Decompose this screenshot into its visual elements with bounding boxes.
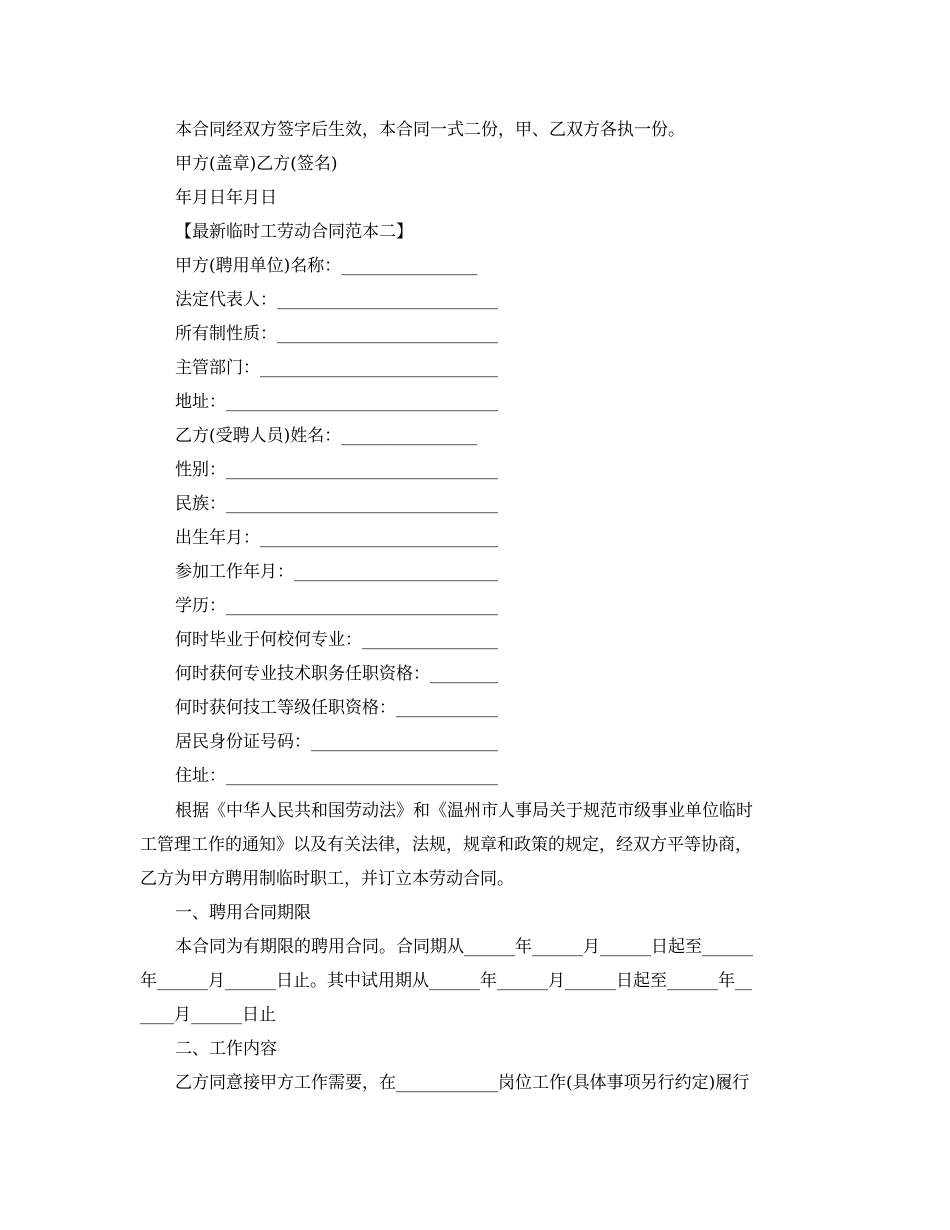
term-line-1: 本合同为有期限的聘用合同。合同期从______年______月______日起至______: [175, 937, 753, 957]
field-employee-address: 住址：________________________________: [175, 766, 498, 786]
signature-dates: 年月日年月日: [175, 188, 277, 208]
work-content-line-1: 乙方同意接甲方工作需要，在____________岗位工作(具体事项另行约定)履行: [175, 1073, 750, 1093]
field-education: 学历：________________________________: [175, 596, 498, 616]
effective-clause: 本合同经双方签字后生效，本合同一式二份，甲、乙双方各执一份。: [175, 120, 685, 140]
heading-term: 一、聘用合同期限: [175, 903, 311, 923]
field-birth-date: 出生年月：____________________________: [175, 528, 498, 548]
field-professional-title: 何时获何专业技术职务任职资格：________: [175, 664, 498, 684]
signature-parties: 甲方(盖章)乙方(签名): [175, 154, 338, 174]
field-ownership: 所有制性质：__________________________: [175, 324, 498, 344]
term-line-2: 年______月______日止。其中试用期从______年______月______日起至______年__: [140, 971, 752, 991]
preamble-line-3: 乙方为甲方聘用制临时职工，并订立本劳动合同。: [140, 869, 514, 889]
field-employer-name: 甲方(聘用单位)名称：________________: [175, 256, 478, 276]
field-graduation: 何时毕业于何校何专业：________________: [175, 630, 498, 650]
section-title: 【最新临时工劳动合同范本二】: [175, 222, 413, 242]
field-supervisor-dept: 主管部门：____________________________: [175, 358, 498, 378]
field-employer-address: 地址：________________________________: [175, 392, 498, 412]
field-legal-rep: 法定代表人：__________________________: [175, 290, 498, 310]
heading-work-content: 二、工作内容: [175, 1039, 277, 1059]
preamble-line-2: 工管理工作的通知》以及有关法律，法规，规章和政策的规定，经双方平等协商，: [140, 835, 752, 855]
term-line-3: ____月______日止: [140, 1005, 276, 1025]
field-ethnicity: 民族：________________________________: [175, 494, 498, 514]
field-gender: 性别：________________________________: [175, 460, 498, 480]
field-id-number: 居民身份证号码：______________________: [175, 732, 498, 752]
field-employee-name: 乙方(受聘人员)姓名：________________: [175, 426, 478, 446]
preamble-line-1: 根据《中华人民共和国劳动法》和《温州市人事局关于规范市级事业单位临时: [175, 801, 753, 821]
field-skill-grade: 何时获何技工等级任职资格：____________: [175, 698, 498, 718]
field-work-start: 参加工作年月：________________________: [175, 562, 498, 582]
